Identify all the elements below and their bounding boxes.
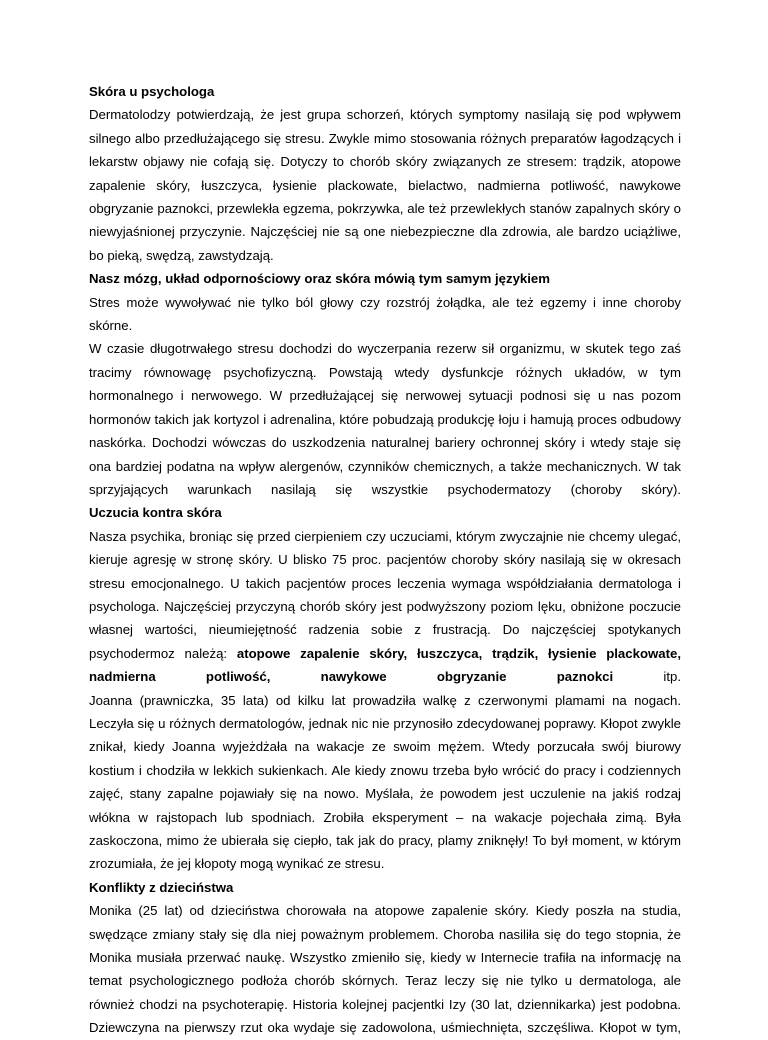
paragraph [89, 525, 681, 689]
section-heading: Skóra u psychologa [89, 84, 215, 99]
document-page [89, 80, 681, 1040]
paragraph: W czasie długotrwałego stresu dochodzi do wyczerpania rezerw sił organizmu, w skutek tego zaś tracimy równowagę psychofizyczną. Powstają wtedy dysfunkcje różnych układów, w tym hormonalnego i nerwowego. W przedłużającej się nerwowej sytuacji podnosi się u nas pozom hormonów takich jak kortyzol i adrenalina, które pobudzają produkcję łoju i hamują proces odbudowy naskórka. Dochodzi wówczas do uszkodzenia naturalnej bariery ochronnej skóry i wtedy staje się ona bardziej podatna na wpływ alergenów, czynników chemicznych, a także mechanicznych. W tak sprzyjających warunkach nasilają się wszystkie psychodermatozy (choroby skóry). [89, 341, 681, 497]
paragraph-text: Nasza psychika, broniąc się przed cierpieniem czy uczuciami, którym zwyczajnie nie chcemy ulegać, kieruje agresję w stronę skóry. U blisko 75 proc. pacjentów choroby skóry nasilają się w okresach stresu emocjonalnego. U takich pacjentów proces leczenia wymaga współdziałania dermatologa i psychologa. Najczęściej przyczyną chorób skóry jest podwyższony poziom lęku, obniżone poczucie własnej wartości, nieumiejętność radzenia sobie z frustracją. Do najczęściej spotykanych psychodermoz należą: [89, 528, 681, 661]
paragraph: Joanna (prawniczka, 35 lata) od kilku lat prowadziła walkę z czerwonymi plamami na nogach. Leczyła się u różnych dermatologów, jednak nic nie przynosiło zdecydowanej poprawy. Kłopot zwykle znikał, kiedy Joanna wyjeżdżała na wakacje ze swoim mężem. Wtedy porzucała swój biurowy kostium i chodziła w lekkich sukienkach. Ale kiedy znowu trzeba było wrócić do pracy i codziennych zajęć, stany zapalne pojawiały się na nowo. Myślała, że powodem jest uczulenie na jakiś rodzaj włókna w rajstopach lub spodniach. Zrobiła eksperyment – na wakacje pojechała zimą. Była zaskoczona, mimo że ubierała się ciepło, tak jak do pracy, plamy zniknęły! To był moment, w którym zrozumiała, że jej kłopoty mogą wynikać ze stresu. [89, 692, 681, 872]
section-heading: Uczucia kontra skóra [89, 505, 222, 521]
section-heading: Konflikty z dzieciństwa [89, 879, 234, 895]
paragraph: Monika (25 lat) od dzieciństwa chorowała na atopowe zapalenie skóry. Kiedy poszła na studia, swędzące zmiany stały się dla niej poważnym problemem. Choroba nasiliła się do tego stopnia, że Monika musiała przerwać naukę. Wszystko zmieniło się, kiedy w Internecie trafiła na informację na temat psychologicznego podłoża chorób skórnych. Teraz leczy się nie tylko u dermatologa, ale również chodzi na psychoterapię. Historia kolejnej pacjentki Izy (30 lat, dziennikarka) jest podobna. Dziewczyna na pierwszy rzut oka wydaje się zadowolona, uśmiechnięta, szczęśliwa. Kłopot w tym, [89, 903, 681, 1036]
paragraph: Dermatolodzy potwierdzają, że jest grupa schorzeń, których symptomy nasilają się pod wpływem silnego albo przedłużającego się stresu. Zwykle mimo stosowania różnych preparatów łagodzących i lekarstw objawy nie cofają się. Dotyczy to chorób skóry związanych ze stresem: trądzik, atopowe zapalenie skóry, łuszczyca, łysienie plackowate, bielactwo, nadmierna potliwość, nawykowe obgryzanie paznokci, przewlekła egzema, pokrzywka, ale też przewlekłych stanów zapalnych skóry o niewyjaśnionej przyczynie. Najczęściej nie są one niebezpieczne dla zdrowia, ale bardzo uciążliwe, bo pieką, swędzą, zawstydzają. [89, 107, 681, 263]
paragraph-text: itp. [613, 669, 681, 685]
paragraph: Stres może wywoływać nie tylko ból głowy czy rozstrój żołądka, ale też egzemy i inne choroby skórne. [89, 294, 681, 334]
section-heading: Nasz mózg, układ odpornościowy oraz skóra mówią tym samym językiem [89, 271, 550, 287]
disease-list: atopowe zapalenie skóry, łuszczyca, trądzik, łysienie plackowate, nadmierna potliwość, nawykowe obgryzanie paznokci [89, 645, 681, 685]
